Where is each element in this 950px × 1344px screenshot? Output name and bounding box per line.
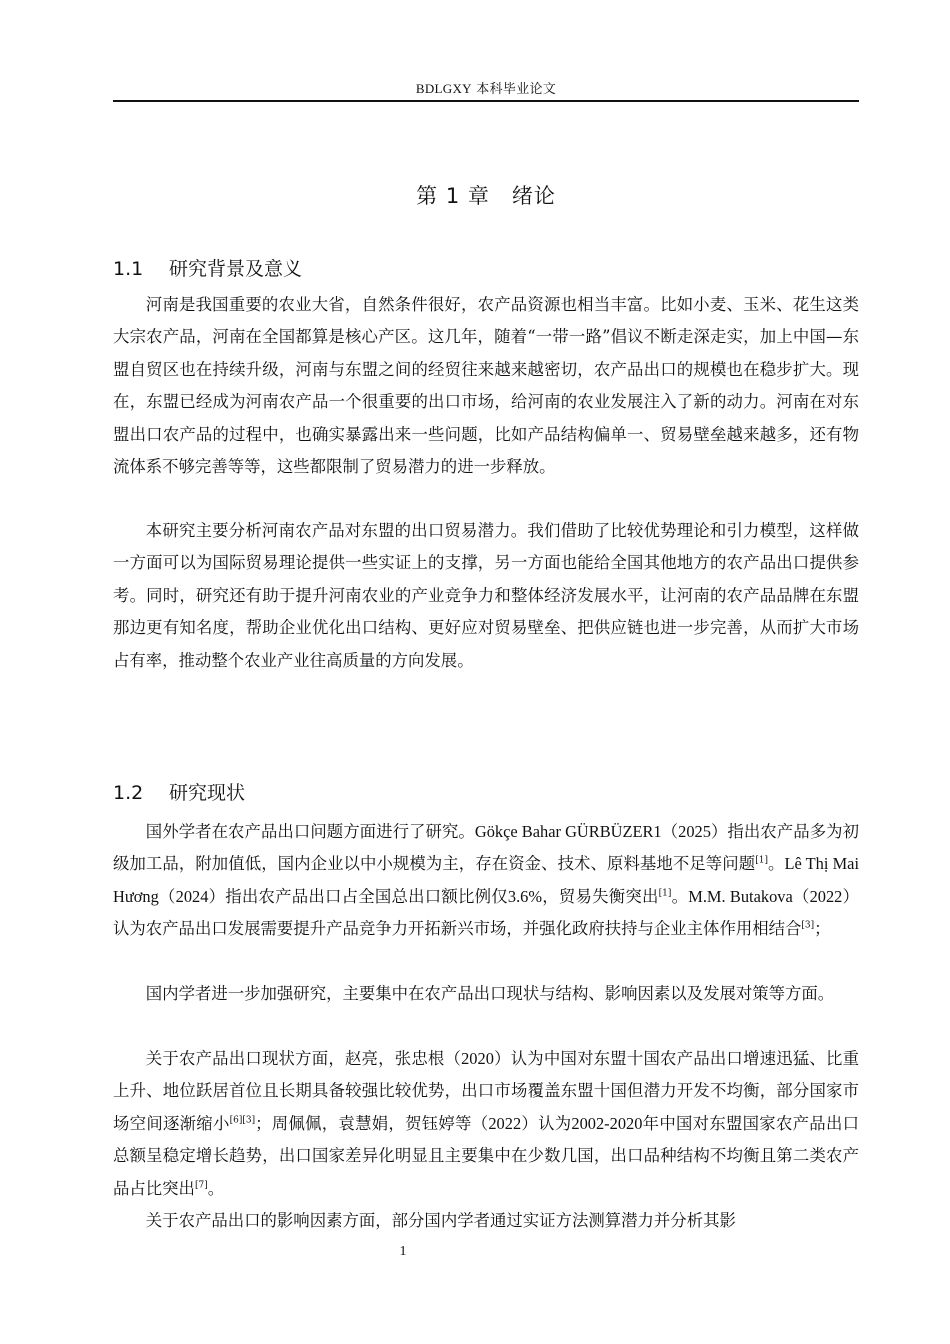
citation: [6][3]: [229, 1115, 256, 1126]
citation: [3]: [801, 920, 815, 931]
text-run: 国外学者在农产品出口问题方面进行了研究。Gökçe Bahar GÜRBÜZER1（2025）指出农产品多为初级加工品，附加值低，国内企业以中小规模为主，存在资金、技术、原料基地不足等问题: [113, 822, 859, 874]
running-header-cn: 本科毕业论文: [471, 82, 557, 97]
section-number: 1.1: [113, 258, 144, 280]
header-rule: [113, 100, 859, 102]
paragraph-influencing-factors: 关于农产品出口的影响因素方面，部分国内学者通过实证方法测算潜力并分析其影: [145, 1211, 736, 1230]
section-heading-1-2: [113, 778, 245, 805]
chapter-title: 第 1 章 绪论: [416, 184, 556, 208]
paragraph-export-status: [113, 1043, 859, 1205]
text-run: 。: [207, 1178, 225, 1198]
running-header-latin: BDLGXY: [415, 81, 472, 96]
section-number: 1.2: [113, 782, 144, 804]
citation: [7]: [194, 1180, 208, 1191]
paragraph-background: 河南是我国重要的农业大省，自然条件很好，农产品资源也相当丰富。比如小麦、玉米、花生这类大宗农产品，河南在全国都算是核心产区。这几年，随着“一带一路”倡议不断走深走实，加上中国—东盟自贸区也在持续升级，河南与东盟之间的经贸往来越来越密切，农产品出口的规模也在稳步扩大。现在，东盟已经成为河南农产品一个很重要的出口市场，给河南的农业发展注入了新的动力。河南在对东盟出口农产品的过程中，也确实暴露出来一些问题，比如产品结构偏单一、贸易壁垒越来越多，还有物流体系不够完善等等，这些都限制了贸易潜力的进一步释放。: [113, 295, 859, 477]
citation: [1]: [658, 888, 672, 899]
citation: [1]: [755, 855, 768, 866]
text-run: ；周佩佩，袁慧娟，贺钰婷等（2022）认为2002-2020年中国对东盟国家农产品出口总额呈稳定增长趋势，出口国家差异化明显且主要集中在少数几国，出口品种结构不均衡且第二类农产品占比突出: [113, 1113, 859, 1198]
text-run: 。M.M. Butakova（2022）认为农产品出口发展需要提升产品竞争力开拓新兴市场，并强化政府扶持与企业主体作用相结合: [113, 886, 860, 939]
section-title: 研究现状: [169, 782, 246, 804]
paragraph-domestic-research: 国内学者进一步加强研究，主要集中在农产品出口现状与结构、影响因素以及发展对策等方面。: [145, 984, 835, 1003]
text-run: ；: [814, 919, 831, 939]
running-header: [113, 78, 859, 97]
paragraph-foreign-research: [113, 816, 859, 946]
section-title: 研究背景及意义: [169, 258, 303, 280]
text-run: 。Lê Thị Mai Hương（2024）指出农产品出口占全国总出口额比例仅3.6%，贸易失衡突出: [113, 854, 859, 906]
section-heading-1-1: [113, 254, 302, 281]
page-number: 1: [399, 1244, 407, 1259]
text-run: 关于农产品出口现状方面，赵亮，张忠根（2020）认为中国对东盟十国农产品出口增速迅猛、比重上升、地位跃居首位且长期具备较强比较优势，出口市场覆盖东盟十国但潜力开发不均衡，部分国家市场空间逐渐缩小: [113, 1049, 859, 1133]
paragraph-significance: 本研究主要分析河南农产品对东盟的出口贸易潜力。我们借助了比较优势理论和引力模型，这样做一方面可以为国际贸易理论提供一些实证上的支撑，另一方面也能给全国其他地方的农产品出口提供参考。同时，研究还有助于提升河南农业的产业竞争力和整体经济发展水平，让河南的农产品品牌在东盟那边更有知名度，帮助企业优化出口结构、更好应对贸易壁垒、把供应链也进一步完善，从而扩大市场占有率，推动整个农业产业往高质量的方向发展。: [113, 521, 859, 670]
